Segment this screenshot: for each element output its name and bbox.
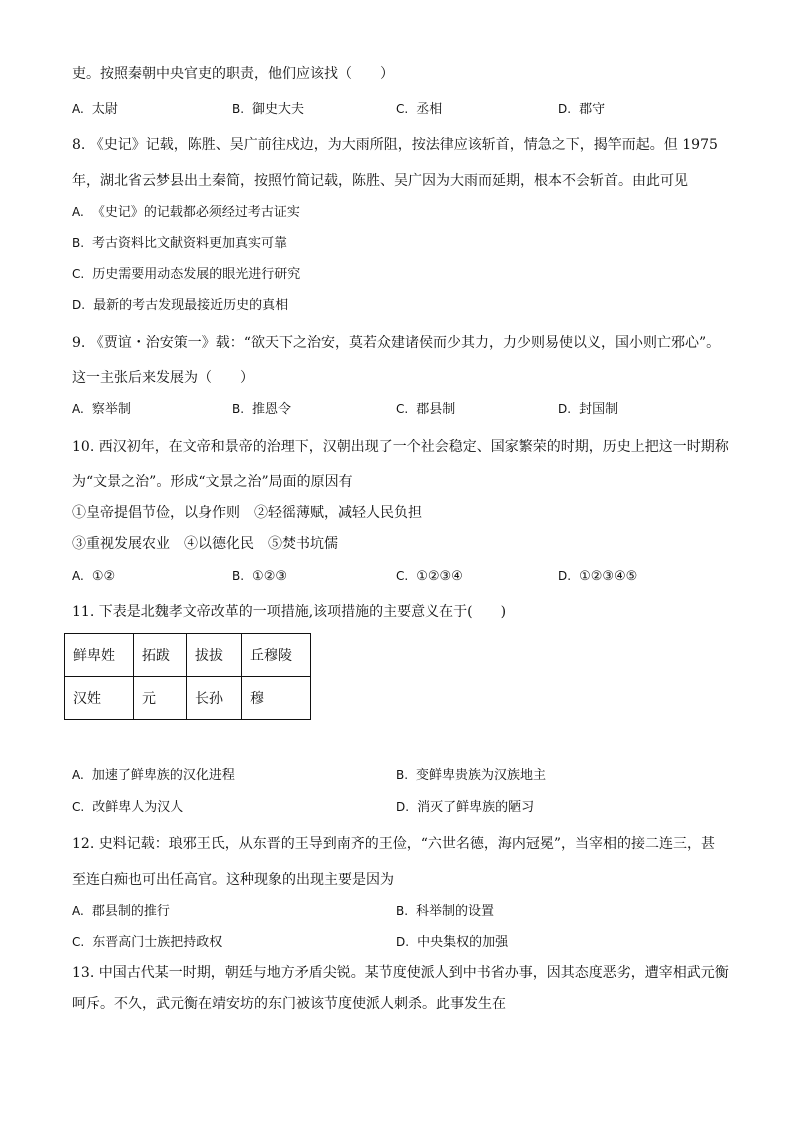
q12-option-d: D. 中央集权的加强 [396,935,509,950]
q8-option-b: B. 考古资料比文献资料更加真实可靠 [72,236,288,251]
q10-option-c: C. ①②③④ [396,569,463,584]
table-cell: 汉姓 [65,677,134,720]
q12-stem-line2: 至连白痴也可出任高官。这种现象的出现主要是因为 [72,872,394,888]
q8-option-a: A. 《史记》的记载都必须经过考古证实 [72,205,300,220]
q12-option-a: A. 郡县制的推行 [72,904,170,919]
q8-option-d: D. 最新的考古发现最接近历史的真相 [72,298,289,313]
table-row [65,634,311,677]
q11-option-b: B. 变鲜卑贵族为汉族地主 [396,768,547,783]
table-cell: 丘穆陵 [242,634,311,677]
q10-items-line2: ③重视发展农业 ④以德化民 ⑤焚书坑儒 [72,536,338,552]
table-cell: 穆 [242,677,311,720]
q9-option-d: D. 封国制 [558,402,619,417]
table-cell: 元 [134,677,187,720]
table-row [65,677,311,720]
q10-option-b: B. ①②③ [232,569,288,584]
q7-option-b: B. 御史大夫 [232,102,305,117]
q7-stem: 吏。按照秦朝中央官吏的职责，他们应该找（ ） [72,66,394,82]
table-cell: 鲜卑姓 [65,634,134,677]
q9-option-b: B. 推恩令 [232,402,292,417]
q13-stem-line2: 呵斥。不久，武元衡在靖安坊的东门被该节度使派人刺杀。此事发生在 [72,996,506,1012]
q10-option-d: D. ①②③④⑤ [558,569,638,584]
q13-stem-line1: 13. 中国古代某一时期，朝廷与地方矛盾尖锐。某节度使派人到中书省办事，因其态度恶劣，遭宰相武元衡 [72,965,729,981]
q10-stem-line1: 10. 西汉初年，在文帝和景帝的治理下，汉朝出现了一个社会稳定、国家繁荣的时期，历史上把这一时期称 [72,439,729,455]
q11-stem: 11. 下表是北魏孝文帝改革的一项措施,该项措施的主要意义在于( ) [72,604,507,620]
q12-stem-line1: 12. 史料记载：琅邪王氏，从东晋的王导到南齐的王俭，“六世名德，海内冠冕”，当宰相的接二连三，甚 [72,836,716,852]
q11-option-d: D. 消灭了鲜卑族的陋习 [396,800,535,815]
table-cell: 拔拔 [187,634,242,677]
q7-option-c: C. 丞相 [396,102,443,117]
surname-table [64,633,311,720]
q7-option-d: D. 郡守 [558,102,606,117]
q10-items-line1: ①皇帝提倡节俭，以身作则 ②轻徭薄赋，减轻人民负担 [72,505,422,521]
q9-option-c: C. 郡县制 [396,402,456,417]
q8-stem-line2: 年，湖北省云梦县出土秦简，按照竹简记载，陈胜、吴广因为大雨而延期，根本不会斩首。由此可见 [72,173,688,189]
table-cell: 拓跋 [134,634,187,677]
q11-option-a: A. 加速了鲜卑族的汉化进程 [72,768,235,783]
q10-option-a: A. ①② [72,569,116,584]
q8-stem-line1: 8. 《史记》记载，陈胜、吴广前往戍边，为大雨所阻，按法律应该斩首，情急之下，揭竿而起。但 1975 [72,137,718,153]
q10-stem-line2: 为“文景之治”。形成“文景之治”局面的原因有 [72,474,353,490]
q7-option-a: A. 太尉 [72,102,118,117]
q12-option-c: C. 东晋高门士族把持政权 [72,935,223,950]
q9-option-a: A. 察举制 [72,402,131,417]
q12-option-b: B. 科举制的设置 [396,904,495,919]
q8-option-c: C. 历史需要用动态发展的眼光进行研究 [72,267,301,282]
table-cell: 长孙 [187,677,242,720]
q11-option-c: C. 改鲜卑人为汉人 [72,800,184,815]
q9-stem-line2: 这一主张后来发展为（ ） [72,370,254,386]
q9-stem-line1: 9. 《贾谊・治安策一》载：“欲天下之治安，莫若众建诸侯而少其力，力少则易使以义，国小则亡邪心”。 [72,335,721,351]
